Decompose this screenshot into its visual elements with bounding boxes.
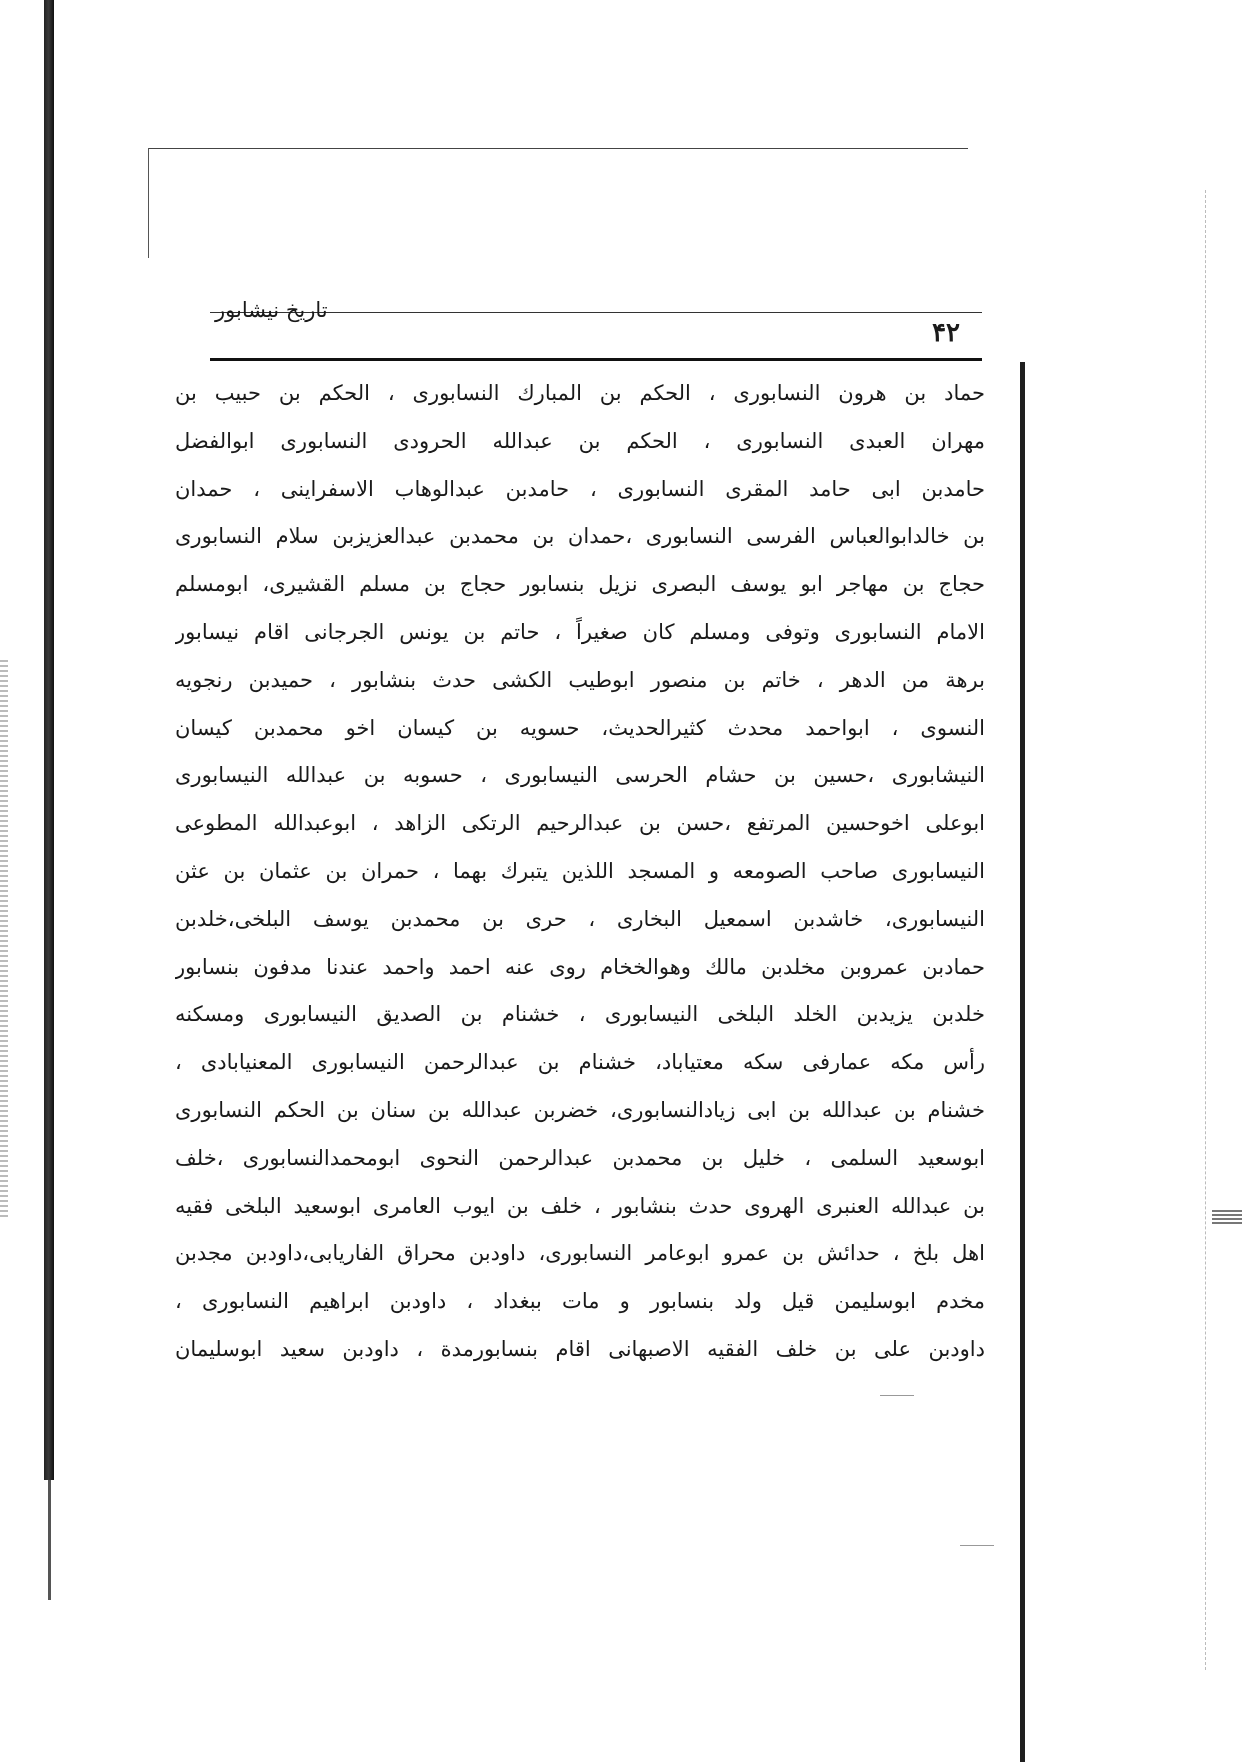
outer-frame-top-rule (148, 148, 968, 149)
text-line: مهران العبدی النسابوری ، الحکم بن عبدالله الحرودی النسابوری ابوالفضل (175, 428, 985, 453)
right-margin-rule (1205, 190, 1206, 1670)
outer-frame-left-rule (148, 148, 149, 258)
book-binding-edge-lower (48, 1480, 51, 1600)
text-line: ابوعلی اخوحسین المرتفع ،حسن بن عبدالرحیم الرتکی الزاهد ، ابوعبدالله المطوعی (175, 811, 985, 836)
text-line: ابوسعید السلمی ، خلیل بن محمدبن عبدالرحمن النحوی ابومحمدالنسابوری ،خلف (175, 1145, 985, 1170)
text-line: حماد بن هرون النسابوری ، الحکم بن المبارك النسابوری ، الحکم بن حبیب بن (175, 381, 985, 405)
text-line: بن عبدالله العنبری الهروی حدث بنشابور ، خلف بن ایوب العامری ابوسعید البلخی فقیه (175, 1193, 985, 1218)
scan-smudge (880, 1395, 914, 1396)
text-line: رأس مکه عمارفی سکه معتیاباد، خشنام بن عبدالرحمن النیسابوری المعنیابادی ، (175, 1050, 985, 1075)
text-line: خشنام بن عبدالله بن ابی زیادالنسابوری، خضربن عبدالله بن سنان بن الحکم النسابوری (175, 1097, 985, 1122)
text-line: حجاج بن مهاجر ابو یوسف البصری نزیل بنسابور حجاج بن مسلم القشیری، ابومسلم (175, 572, 985, 597)
text-line: حمادبن عمروبن مخلدبن مالك وهوالخخام روی عنه احمد واحمد عندنا مدفون بنسابور (175, 954, 985, 979)
text-line: برهة من الدهر ، خاتم بن منصور ابوطیب الکشی حدث بنشابور ، حمیدبن رنجویه (175, 667, 985, 692)
text-line: حامدبن ابی حامد المقری النسابوری ، حامدبن عبدالوهاب الاسفراینی ، حمدان (175, 476, 985, 501)
running-title: تاريخ نيشابور (215, 298, 328, 322)
text-line: اهل بلخ ، حدائش بن عمرو ابوعامر النسابوری، داودبن محراق الفاریابی،داودبن مجدبن (175, 1241, 985, 1266)
text-line: الامام النسابوری وتوفی ومسلم کان صغیراً ، حاتم بن یونس الجرجانی اقام نیسابور (175, 619, 985, 644)
text-line: مخدم ابوسلیمن قیل ولد بنسابور و مات ببغداد ، داودبن ابراهیم النسابوری ، (175, 1289, 985, 1314)
body-text (175, 370, 985, 1374)
text-line: النیشابوری ،حسین بن حشام الحرسی النیسابوری ، حسوبه بن عبدالله النیسابوری (175, 763, 985, 788)
text-line: النیسابوری، خاشدبن اسمعیل البخاری ، حری بن محمدبن یوسف البلخی،خلدبن (175, 906, 985, 931)
header-bottom-rule (210, 358, 982, 361)
text-line: بن خالدابوالعباس الفرسی النسابوری ،حمدان بن محمدبن عبدالعزیزبن سلام النسابوری (175, 524, 985, 549)
text-line: النیسابوری صاحب الصومعه و المسجد اللذین یتبرك بهما ، حمران بن عثمان بن عثن (175, 858, 985, 883)
book-binding-edge (44, 0, 54, 1480)
scan-smudge (960, 1545, 994, 1546)
scan-edge-strip (0, 660, 8, 1220)
text-line: خلدبن یزیدبن الخلد البلخی النیسابوری ، خشنام بن الصدیق النیسابوری ومسکنه (175, 1002, 985, 1027)
page-frame-right-rule (1020, 362, 1025, 1762)
text-line: النسوی ، ابواحمد محدث کثیرالحدیث، حسویه بن کیسان اخو محمدبن کیسان (175, 715, 985, 740)
page-number: ۴۲ (932, 318, 960, 348)
right-edge-scan-marks (1212, 1210, 1242, 1224)
text-line: داودبن علی بن خلف الفقیه الاصبهانی اقام بنسابورمدة ، داودبن سعید ابوسلیمان (175, 1336, 985, 1361)
